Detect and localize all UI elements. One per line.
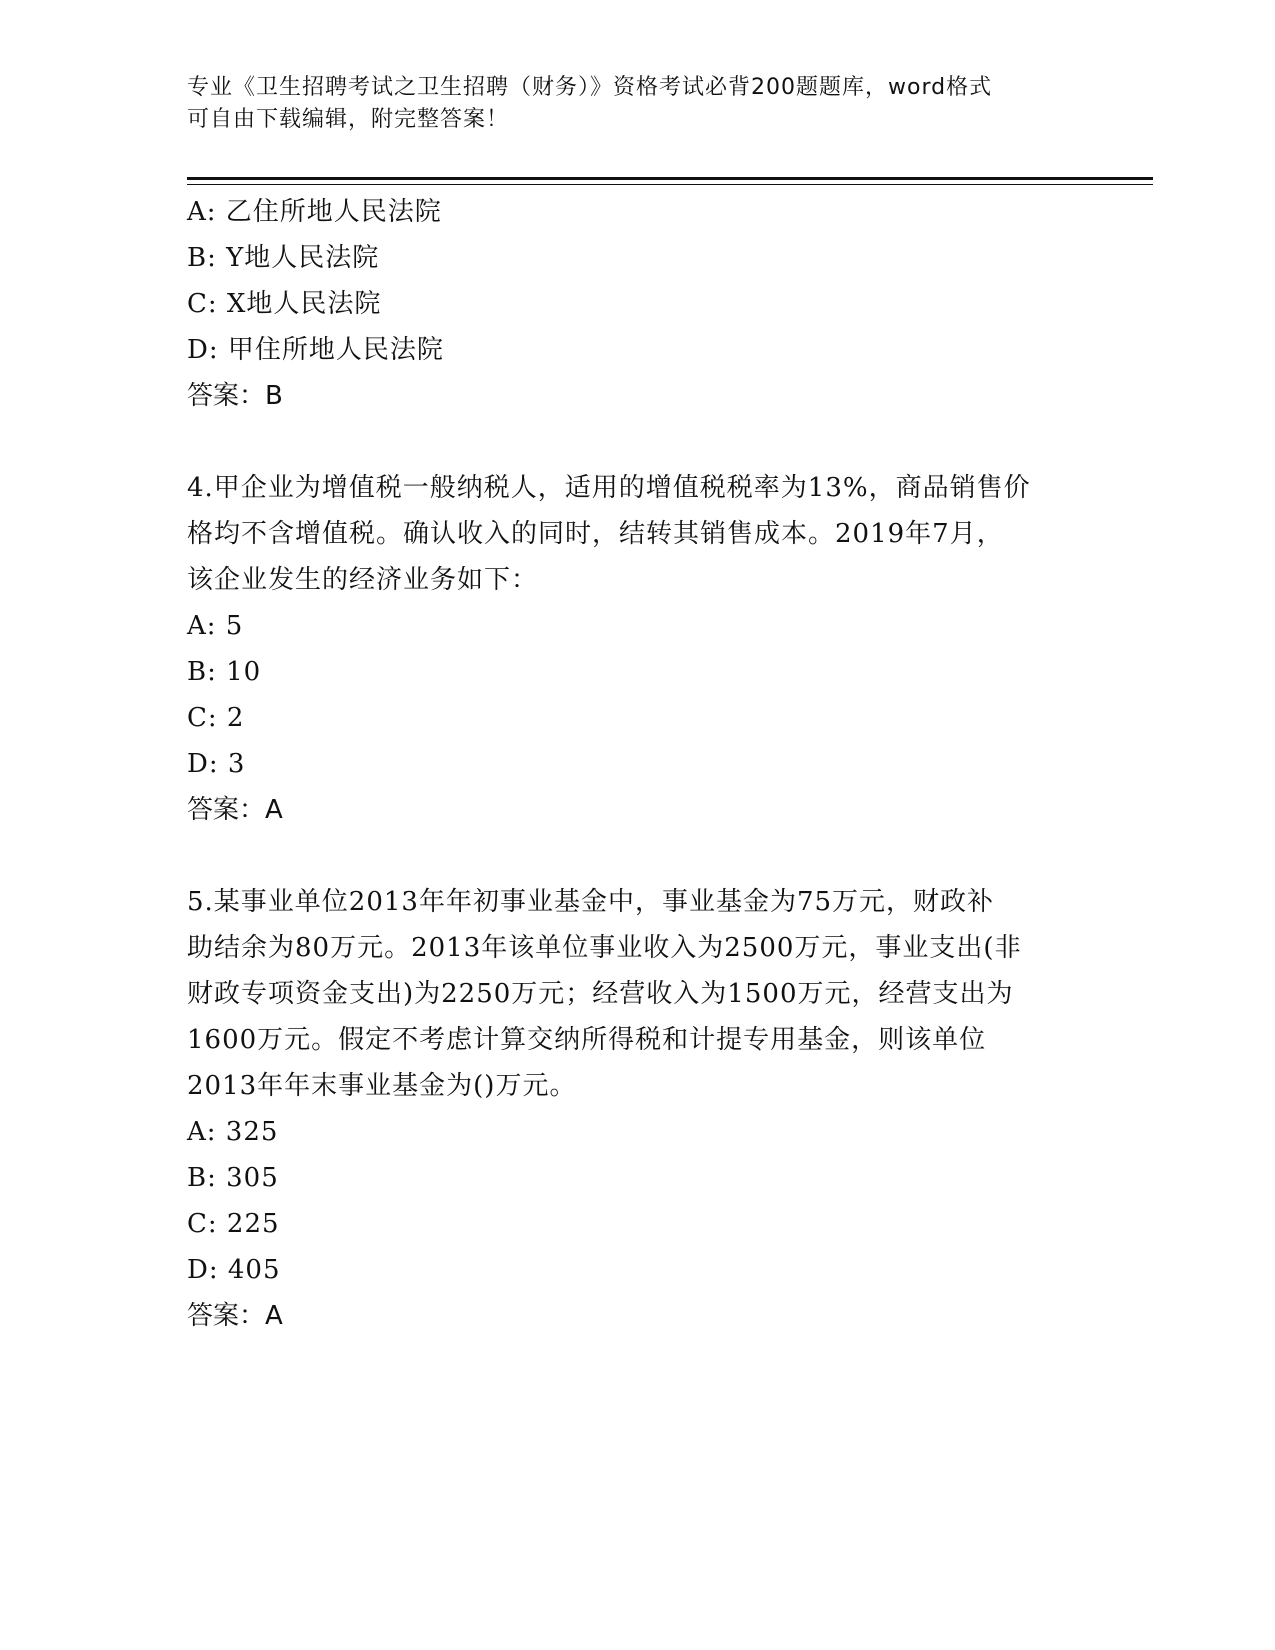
question-5-answer: 答案：A [187, 1301, 283, 1331]
question-3-answer: 答案：B [187, 381, 283, 411]
page-header [187, 72, 1077, 136]
question-4-text-line: 该企业发生的经济业务如下： [187, 565, 539, 595]
question-4-block [187, 465, 1087, 833]
header-line-2: 可自由下载编辑，附完整答案！ [187, 107, 510, 132]
question-5-option-d: D: 405 [187, 1255, 281, 1285]
question-3-option-b: B: Y地人民法院 [187, 243, 380, 273]
question-4-answer: 答案：A [187, 795, 283, 825]
question-5-option-a: A: 325 [187, 1117, 279, 1147]
question-5-option-c: C: 225 [187, 1209, 280, 1239]
spacer [187, 419, 1087, 465]
question-5-text-line: 1600万元。假定不考虑计算交纳所得税和计提专用基金，则该单位 [187, 1025, 987, 1055]
question-5-option-b: B: 305 [187, 1163, 279, 1193]
question-3-option-d: D: 甲住所地人民法院 [187, 335, 444, 365]
question-4-option-c: C: 2 [187, 703, 245, 733]
question-4-option-b: B: 10 [187, 657, 262, 687]
question-4-option-d: D: 3 [187, 749, 246, 779]
question-4-text-line: 格均不含增值税。确认收入的同时，结转其销售成本。2019年7月， [187, 519, 1004, 549]
question-3-block [187, 189, 1087, 419]
question-3-option-c: C: X地人民法院 [187, 289, 382, 319]
header-divider-thin [187, 184, 1153, 185]
question-5-text-line: 5.某事业单位2013年年初事业基金中，事业基金为75万元，财政补 [187, 887, 995, 917]
question-3-option-a: A: 乙住所地人民法院 [187, 197, 442, 227]
header-line-1: 专业《卫生招聘考试之卫生招聘（财务）》资格考试必背200题题库，word格式 [187, 75, 993, 100]
spacer [187, 833, 1087, 879]
question-5-text-line: 助结余为80万元。2013年该单位事业收入为2500万元，事业支出(非 [187, 933, 1022, 963]
question-5-text-line: 财政专项资金支出)为2250万元；经营收入为1500万元，经营支出为 [187, 979, 1014, 1009]
question-5-block [187, 879, 1087, 1339]
question-5-text-line: 2013年年末事业基金为()万元。 [187, 1071, 577, 1101]
document-body [187, 189, 1087, 1339]
header-divider-thick [187, 177, 1153, 180]
question-4-text-line: 4.甲企业为增值税一般纳税人，适用的增值税税率为13%，商品销售价 [187, 473, 1031, 503]
question-4-option-a: A: 5 [187, 611, 244, 641]
